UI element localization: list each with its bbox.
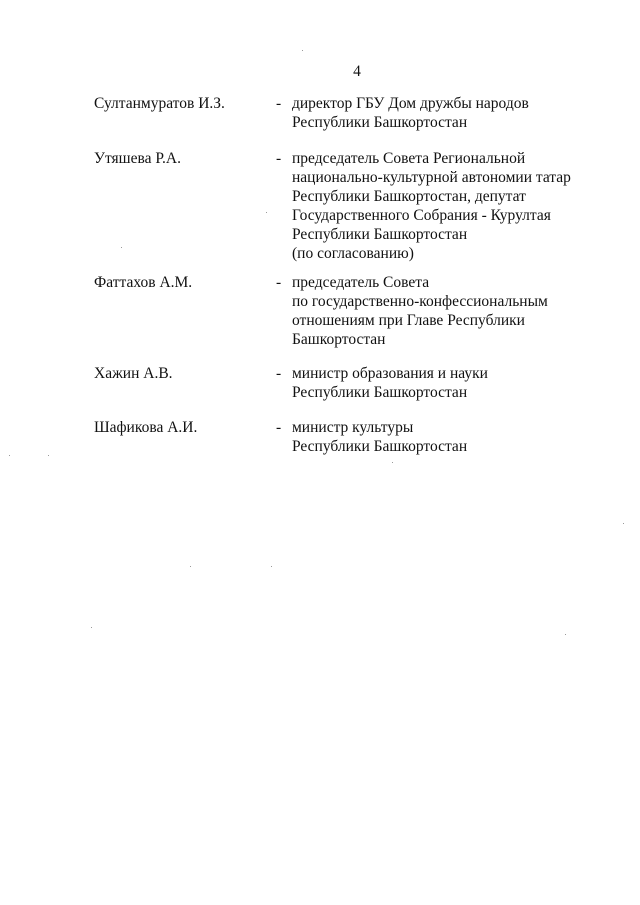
member-position [292, 94, 592, 132]
member-name: Шафикова А.И. [94, 419, 198, 436]
page-number: 4 [353, 63, 361, 80]
member-name: Утяшева Р.А. [94, 150, 181, 167]
position-line: министр образования и науки [292, 365, 488, 382]
scan-speck [121, 247, 122, 248]
separator-dash: - [276, 419, 282, 436]
scan-speck [9, 455, 10, 456]
member-position [292, 149, 592, 263]
position-line: Республики Башкортостан [292, 114, 468, 131]
member-position [292, 418, 592, 456]
member-position [292, 364, 592, 402]
position-line: министр культуры [292, 419, 414, 436]
member-name: Хажин А.В. [94, 365, 173, 382]
position-line: Республики Башкортостан, депутат [292, 188, 526, 205]
separator-dash: - [276, 274, 282, 291]
position-line: директор ГБУ Дом дружбы народов [292, 95, 529, 112]
scan-speck [91, 627, 92, 628]
member-position [292, 273, 592, 349]
position-line: председатель Совета [292, 274, 430, 291]
member-name: Султанмуратов И.З. [94, 95, 225, 112]
scan-speck [48, 455, 49, 456]
position-line: Республики Башкортостан [292, 226, 468, 243]
scan-speck [271, 566, 272, 567]
scan-speck [392, 462, 393, 463]
position-line: Государственного Собрания - Курултая [292, 207, 551, 224]
separator-dash: - [276, 365, 282, 382]
scan-speck [623, 523, 624, 524]
position-line: Республики Башкортостан [292, 384, 468, 401]
separator-dash: - [276, 150, 282, 167]
scan-speck [190, 566, 191, 567]
member-name: Фаттахов А.М. [94, 274, 193, 291]
position-line: Республики Башкортостан [292, 438, 468, 455]
position-line: по государственно-конфессиональным [292, 293, 548, 310]
position-line: национально-культурной автономии татар [292, 169, 571, 186]
position-line: отношениям при Главе Республики [292, 312, 525, 329]
position-line: (по согласованию) [292, 245, 414, 262]
scan-speck [302, 50, 303, 51]
position-line: председатель Совета Региональной [292, 150, 526, 167]
separator-dash: - [276, 95, 282, 112]
position-line: Башкортостан [292, 331, 386, 348]
scan-speck [266, 212, 267, 213]
scan-speck [565, 634, 566, 635]
